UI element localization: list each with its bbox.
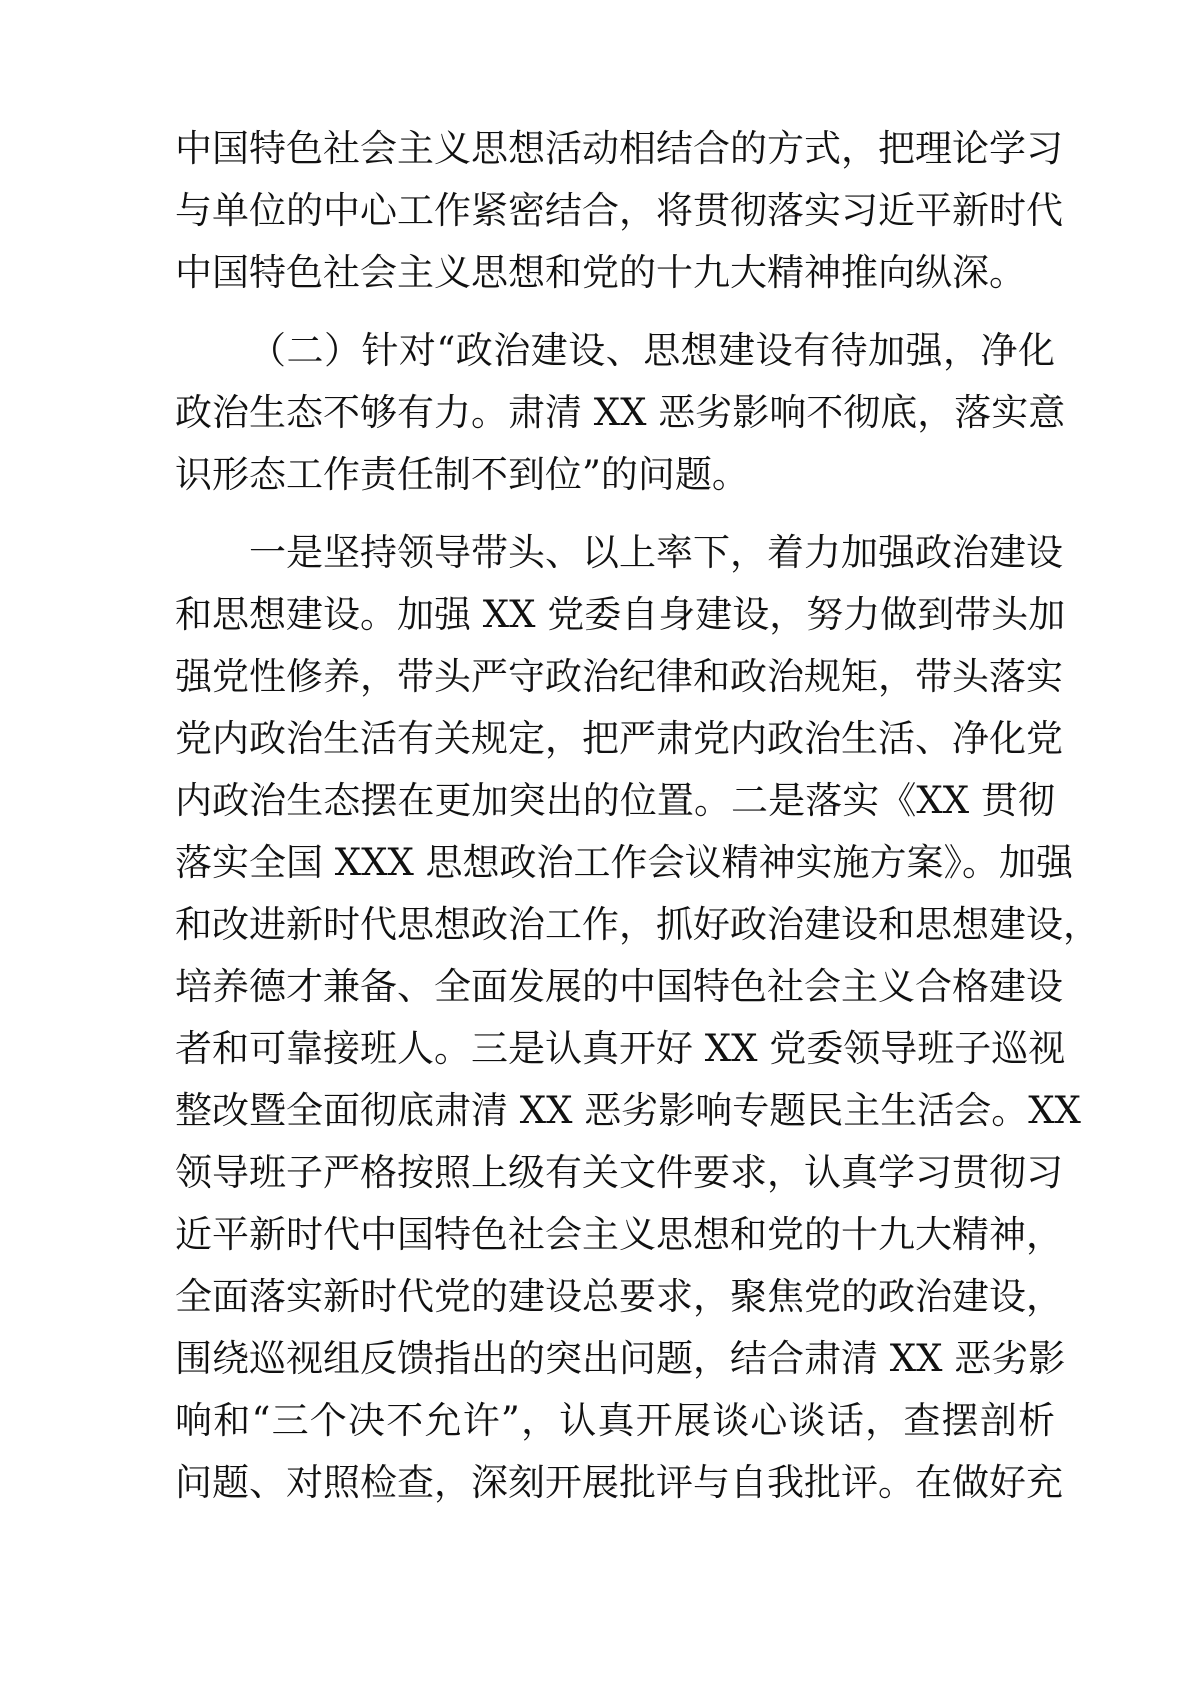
text-line: 全面落实新时代党的建设总要求，聚焦党的政治建设，: [175, 1275, 1063, 1318]
text-line: 识形态工作责任制不到位”的问题。: [175, 453, 749, 496]
text-line: 内政治生态摆在更加突出的位置。二是落实《XX 贯彻: [175, 779, 1055, 822]
text-line: （二）针对“政治建设、思想建设有待加强，净化: [249, 329, 1055, 372]
text-line: 一是坚持领导带头、以上率下，着力加强政治建设: [249, 531, 1063, 574]
section-heading-paragraph: [175, 320, 1055, 382]
text-line: 问题、对照检查，深刻开展批评与自我批评。在做好充: [175, 1461, 1063, 1504]
text-line: 者和可靠接班人。三是认真开好 XX 党委领导班子巡视: [175, 1027, 1066, 1070]
text-line: 中国特色社会主义思想和党的十九大精神推向纵深。: [175, 251, 1026, 294]
text-line: 政治生态不够有力。肃清 XX 恶劣影响不彻底，落实意: [175, 391, 1066, 434]
document-text-body: [175, 118, 1100, 1514]
text-line: 强党性修养，带头严守政治纪律和政治规矩，带头落实: [175, 655, 1063, 698]
text-line: 整改暨全面彻底肃清 XX 恶劣影响专题民主生活会。XX: [175, 1089, 1081, 1132]
text-line: 和思想建设。加强 XX 党委自身建设，努力做到带头加: [175, 593, 1066, 636]
section-heading-continuation: [175, 382, 1066, 506]
text-line: 培养德才兼备、全面发展的中国特色社会主义合格建设: [175, 965, 1063, 1008]
body-paragraph: [175, 522, 1063, 584]
text-line: 和改进新时代思想政治工作，抓好政治建设和思想建设，: [175, 903, 1100, 946]
paragraph-spacing: [175, 304, 1055, 320]
text-line: 领导班子严格按照上级有关文件要求，认真学习贯彻习: [175, 1151, 1063, 1194]
text-line: 落实全国 XXX 思想政治工作会议精神实施方案》。加强: [175, 841, 1074, 884]
text-line: 围绕巡视组反馈指出的突出问题，结合肃清 XX 恶劣影: [175, 1337, 1066, 1380]
paragraph-continuation: [175, 118, 1063, 304]
text-line: 党内政治生活有关规定，把严肃党内政治生活、净化党: [175, 717, 1063, 760]
body-paragraph-continuation: [175, 584, 1100, 1514]
text-line: 与单位的中心工作紧密结合，将贯彻落实习近平新时代: [175, 189, 1063, 232]
text-line: 中国特色社会主义思想活动相结合的方式，把理论学习: [175, 127, 1063, 170]
paragraph-spacing: [175, 506, 1055, 522]
text-line: 响和“三个决不允许”，认真开展谈心谈话，查摆剖析: [175, 1399, 1055, 1442]
text-line: 近平新时代中国特色社会主义思想和党的十九大精神，: [175, 1213, 1063, 1256]
